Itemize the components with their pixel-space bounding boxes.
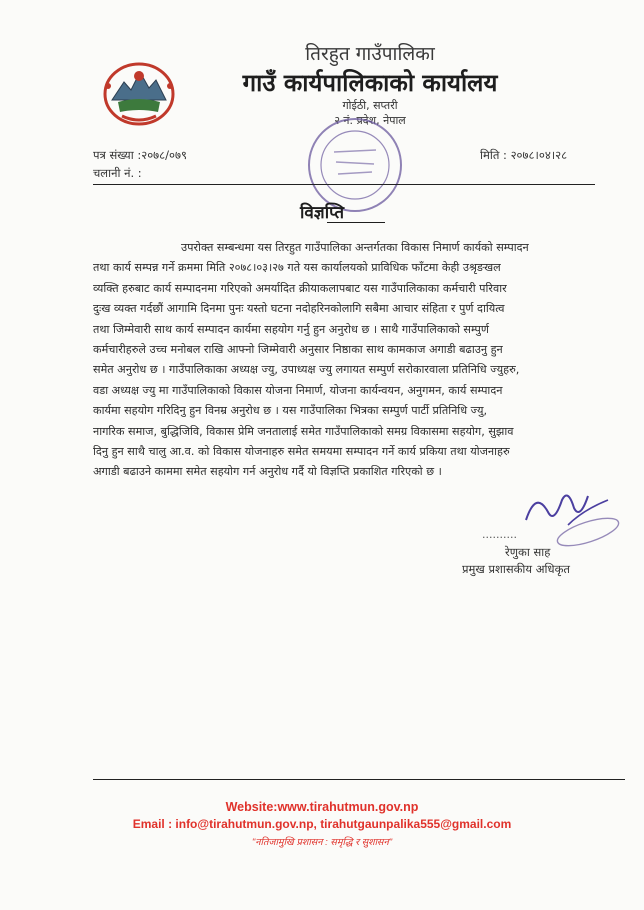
body-line: वडा अध्यक्ष ज्यु मा गाउँपालिकाको विकास योजना निमार्ण, योजना कार्यन्वयन, अनुगमन, कार्य सम्पादन (93, 383, 503, 397)
body-line: दुःख व्यक्त गर्दछौं आगामि दिनमा पुनः यस्तो घटना नदोहरिनकोलागि सबैमा आचार संहिता र पुर्ण दायित्व (93, 302, 505, 316)
org-name: तिरहुत गाउँपालिका (305, 43, 435, 65)
office-country: २ नं. प्रदेश, नेपाल (334, 114, 406, 127)
body-line: व्यक्ति हरुबाट कार्य सम्पादनमा गरिएको अमर्यादित क्रीयाकलापबाट यस गाउँपालिकाका कर्मचारी परिवार (93, 281, 507, 295)
footer-email: Email : info@tirahutmun.gov.np, tirahutgaunpalika555@gmail.com (132, 817, 512, 831)
title-underline (327, 222, 385, 223)
body-line: अगाडी बढाउने काममा समेत सहयोग गर्न अनुरोध गर्दै यो विज्ञप्ति प्रकाशित गरिएको छ । (93, 465, 442, 479)
body-line: समेत अनुरोध छ । गाउँपालिकाका अध्यक्ष ज्यु, उपाध्यक्ष ज्यु लगायत सम्पुर्ण सरोकारवाला प्रतिनिधि ज्युहरु, (93, 363, 520, 377)
footer-divider (93, 779, 625, 780)
header-divider (93, 184, 595, 185)
signatory-name: रेणुका साह (505, 545, 551, 559)
office-place: गोईठी, सप्तरी (342, 99, 398, 112)
notice-title: विज्ञप्ति (299, 203, 345, 223)
body-line: कार्यमा सहयोग गरिदिनु हुन विनम्र अनुरोध छ । यस गाउँपालिका भित्रका सम्पुर्ण पार्टी प्रतिनिधि ज्यु, (93, 404, 488, 418)
signatory-designation: प्रमुख प्रशासकीय अधिकृत (462, 562, 570, 576)
nepal-emblem-icon (98, 56, 180, 128)
letter-date: मिति : २०७८।०४।२८ (480, 148, 568, 162)
signature-dots: .......... (482, 528, 517, 541)
office-name: गाउँ कार्यपालिकाको कार्यालय (242, 69, 498, 97)
body-line: कर्मचारीहरुले उच्च मनोबल राखि आफ्नो जिम्मेवारी अनुसार निष्ठाका साथ कामकाज अगाडी बढाउनु हुन (93, 343, 503, 357)
body-line: तथा जिम्मेवारी साथ कार्य सम्पादन कार्यमा सहयोग गर्नु हुन अनुरोध छ । साथै गाउँपालिकाको सम्पुर्ण (93, 322, 489, 336)
chalani-number: चलानी नं. : (93, 166, 142, 180)
footer-website: Website:www.tirahutmun.gov.np (225, 800, 419, 814)
body-line: उपरोक्त सम्बन्धमा यस तिरहुत गाउँपालिका अन्तर्गतका विकास निमार्ण कार्यको सम्पादन (181, 241, 529, 254)
body-line: दिनु हुन साथै चालु आ.व. को विकास योजनाहरु समेत समयमा सम्पादन गर्ने कार्य प्रकिया तथा योजनाहरु (93, 445, 510, 459)
patra-sankhya: पत्र संख्या :२०७८/०७९ (93, 148, 187, 162)
body-line: नागरिक समाज, बुद्धिजिवि, विकास प्रेमि जनतालाई समेत गाउँपालिकाको समग्र विकासमा सहयोग, सुझाव (93, 424, 514, 438)
signature-mark-icon (508, 470, 628, 550)
footer-motto: "नतिजामुखि प्रशासन : समृद्धि र सुशासन" (251, 837, 393, 848)
notice-body (93, 238, 603, 483)
body-line: तथा कार्य सम्पन्न गर्ने क्रममा मिति २०७८।०३।२७ गते यस कार्यालयको प्राविधिक फाँटमा केही उश्रृङखल (93, 261, 501, 275)
